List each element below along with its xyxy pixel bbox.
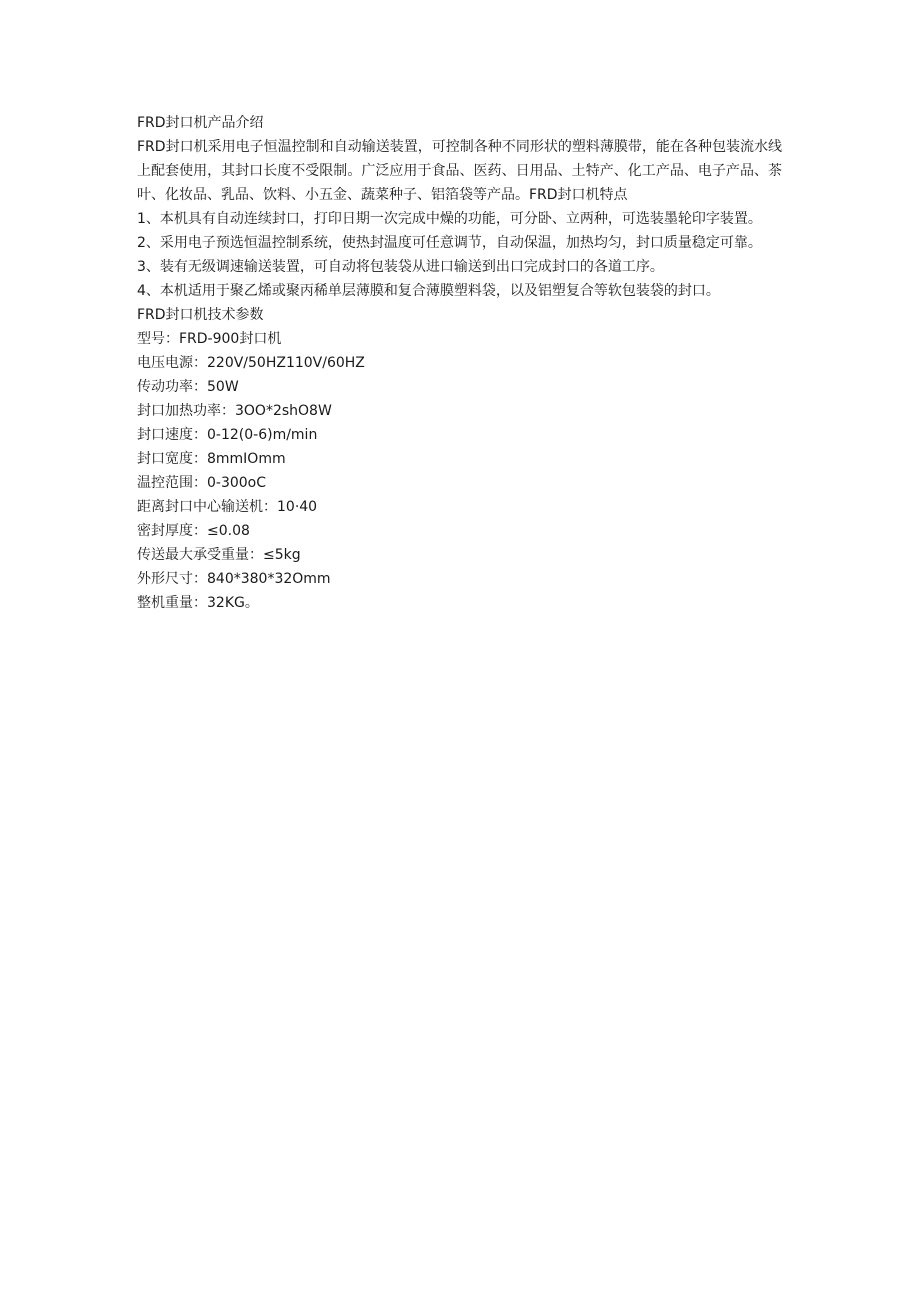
document-body <box>137 111 782 615</box>
feature-item-1: 1、本机具有自动连续封口，打印日期一次完成中燥的功能，可分卧、立两种，可选装墨轮印字装置。 <box>137 211 762 227</box>
feature-item-2: 2、采用电子预选恒温控制系统，使热封温度可任意调节，自动保温，加热均匀，封口质量稳定可靠。 <box>137 235 762 251</box>
spec-temperature-range: 温控范围：0-300oC <box>137 475 267 491</box>
feature-item-4: 4、本机适用于聚乙烯或聚丙稀单层薄膜和复合薄膜塑料袋，以及铝塑复合等软包装袋的封口。 <box>137 283 720 299</box>
spec-seal-thickness: 密封厚度：≤0.08 <box>137 523 250 539</box>
spec-sealing-width: 封口宽度：8mmIOmm <box>137 451 286 467</box>
spec-drive-power: 传动功率：50W <box>137 379 239 395</box>
spec-dimensions: 外形尺寸：840*380*32Omm <box>137 571 331 587</box>
spec-conveyor-distance: 距离封口中心输送机：10·40 <box>137 499 318 515</box>
feature-item-3: 3、装有无级调速输送装置，可自动将包装袋从进口输送到出口完成封口的各道工序。 <box>137 259 664 275</box>
spec-max-load: 传送最大承受重量：≤5kg <box>137 547 301 563</box>
spec-voltage: 电压电源：220V∕50HZ110V/60HZ <box>137 355 365 371</box>
spec-heating-power: 封口加热功率：3OO*2shO8W <box>137 403 332 419</box>
spec-model: 型号：FRD-900封口机 <box>137 331 282 347</box>
document-title: FRD封口机产品介绍 <box>137 115 264 131</box>
specs-title: FRD封口机技术参数 <box>137 307 264 323</box>
spec-sealing-speed: 封口速度：0-12(0-6)m∕min <box>137 427 318 443</box>
spec-weight: 整机重量：32KG。 <box>137 595 259 611</box>
intro-paragraph: FRD封口机采用电子恒温控制和自动输送装置，可控制各种不同形状的塑料薄膜带，能在各种包装流水线上配套使用，其封口长度不受限制。广泛应用于食品、医药、日用品、土特产、化工产品、电子产品、茶叶、化妆品、乳品、饮料、小五金、蔬菜种子、铝箔袋等产品。FRD封口机特点 <box>137 139 782 203</box>
